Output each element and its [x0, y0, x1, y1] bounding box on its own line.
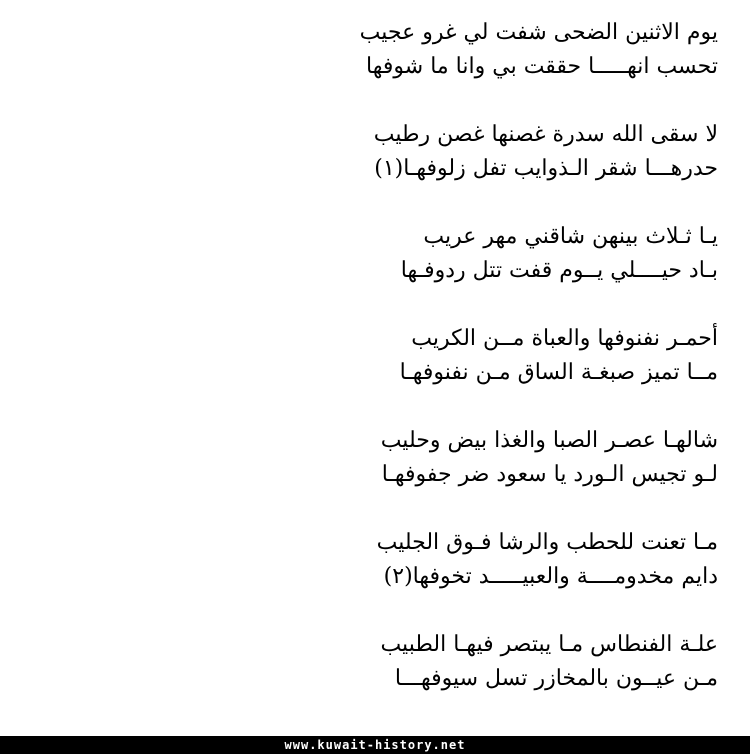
verse-line: حدرهـــا شقر الـذوايب تفل زلوفهـا(١) [374, 156, 718, 181]
verse-line: بـاد حيــــلي يــوم قفت تتل ردوفـها [400, 258, 718, 283]
footer-bar [0, 736, 750, 754]
verse-line: أحمـر نفنوفها والعباة مــن الكريب [411, 326, 718, 351]
verse-line: شالهـا عصـر الصبا والغذا بيض وحليب [380, 428, 718, 453]
stanza-5 [10, 424, 718, 526]
stanza-3 [10, 220, 718, 322]
stanza-6 [10, 526, 718, 628]
footer-url: www.kuwait-history.net [284, 738, 466, 752]
verse-line: دايم مخدومــــة والعبيـــــد تخوفها(٢) [383, 564, 718, 589]
poem-body [10, 16, 718, 730]
verse-line: لا سقى الله سدرة غصنها غصن رطيب [373, 122, 718, 147]
stanza-2 [10, 118, 718, 220]
verse-line: لـو تجيس الـورد يا سعود ضر جفوفهـا [381, 462, 718, 487]
verse-line: مـا تعنت للحطب والرشا فـوق الجليب [376, 530, 718, 555]
verse-line: يوم الاثنين الضحى شفت لي غرو عجيب [359, 20, 718, 45]
stanza-7 [10, 628, 718, 730]
verse-line: مــا تميز صبغـة الساق مـن نفنوفهـا [399, 360, 718, 385]
verse-line: علـة الفنطاس مـا يبتصر فيهـا الطبيب [380, 632, 718, 657]
stanza-1 [10, 16, 718, 118]
verse-line: يـا ثـلاث بينهن شاقني مهر عريب [423, 224, 718, 249]
stanza-4 [10, 322, 718, 424]
verse-line: تحسب انهـــــا حققت بي وانا ما شوفها [366, 54, 718, 79]
verse-line: مـن عيــون بالمخازر تسل سيوفهـــا [394, 666, 718, 691]
